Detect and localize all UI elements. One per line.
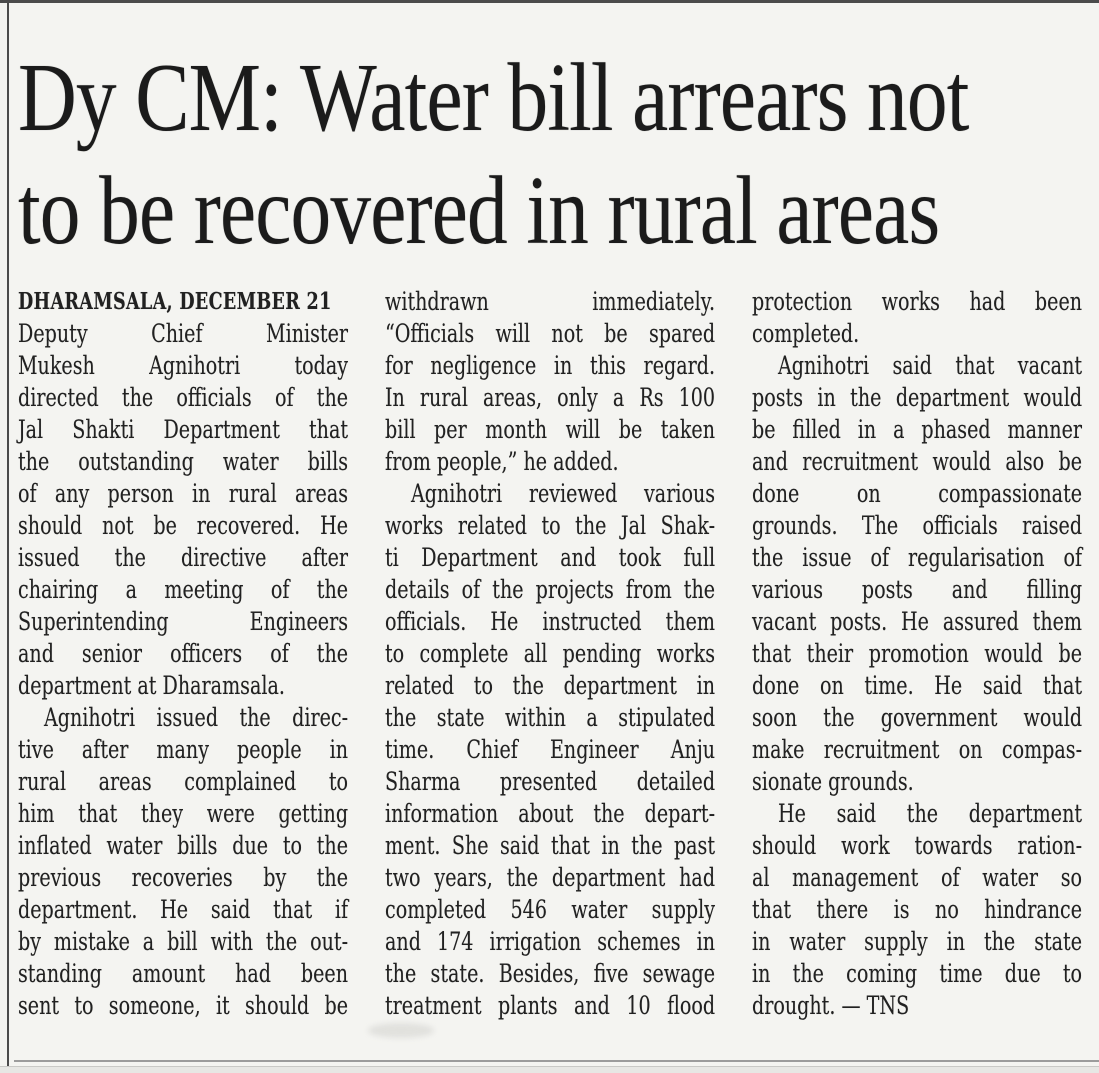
article-line: protection works had been bbox=[752, 287, 1083, 316]
article-line: treatment plants and 10 flood bbox=[385, 991, 716, 1020]
article-line: sent to someone, it should be bbox=[18, 991, 349, 1020]
article-line: grounds. The officials raised bbox=[752, 511, 1083, 540]
article-line: and recruitment would also be bbox=[752, 447, 1083, 476]
article-line: from people,” he added. bbox=[385, 447, 619, 476]
article-columns bbox=[18, 286, 1082, 1022]
article-line: time. Chief Engineer Anju bbox=[385, 735, 716, 764]
dateline: DHARAMSALA, DECEMBER 21 bbox=[18, 288, 332, 315]
left-column-rule bbox=[7, 0, 9, 1072]
article-line: al management of water so bbox=[752, 863, 1083, 892]
article-line: that their promotion would be bbox=[752, 639, 1083, 668]
article-line: bill per month will be taken bbox=[385, 415, 716, 444]
headline-line-1: Dy CM: Water bill arrears not bbox=[18, 44, 969, 152]
article-line: inflated water bills due to the bbox=[18, 831, 349, 860]
article-line: by mistake a bill with the out- bbox=[18, 927, 349, 956]
article-column bbox=[18, 286, 348, 1022]
article-line: Agnihotri issued the direc- bbox=[43, 703, 349, 732]
article-column bbox=[385, 286, 715, 1022]
article-headline bbox=[18, 42, 1082, 268]
article-line: should not be recovered. He bbox=[18, 511, 349, 540]
article-line: directed the officials of the bbox=[18, 383, 349, 412]
article-line: done on compassionate bbox=[752, 479, 1083, 508]
article-line: Mukesh Agnihotri today bbox=[18, 351, 349, 380]
article-line: Sharma presented detailed bbox=[385, 767, 716, 796]
article-line: Deputy Chief Minister bbox=[18, 319, 349, 348]
article-line: the state within a stipulated bbox=[385, 703, 716, 732]
article-line: the state. Besides, five sewage bbox=[385, 959, 716, 988]
article-line: He said the department bbox=[777, 799, 1083, 828]
article-line: vacant posts. He assured them bbox=[752, 607, 1083, 636]
article-line: tive after many people in bbox=[18, 735, 349, 764]
article-line: Superintending Engineers bbox=[18, 607, 349, 636]
article-line: works related to the Jal Shak- bbox=[385, 511, 716, 540]
article-line: chairing a meeting of the bbox=[18, 575, 349, 604]
article-line: related to the department in bbox=[385, 671, 716, 700]
article-line: the issue of regularisation of bbox=[752, 543, 1083, 572]
article-line: rural areas complained to bbox=[18, 767, 349, 796]
top-border-rule bbox=[0, 0, 1099, 3]
article-line: in the coming time due to bbox=[752, 959, 1083, 988]
article-line: In rural areas, only a Rs 100 bbox=[385, 383, 716, 412]
article-line: and senior officers of the bbox=[18, 639, 349, 668]
article-line: withdrawn immediately. bbox=[385, 287, 716, 316]
article-line: issued the directive after bbox=[18, 543, 349, 572]
article-line: in water supply in the state bbox=[752, 927, 1083, 956]
article-line: sionate grounds. bbox=[752, 767, 914, 796]
article-line: for negligence in this regard. bbox=[385, 351, 716, 380]
article-line: ment. She said that in the past bbox=[385, 831, 716, 860]
article-line: previous recoveries by the bbox=[18, 863, 349, 892]
article-line: completed. bbox=[752, 319, 860, 348]
article-line: posts in the department would bbox=[752, 383, 1083, 412]
article-line: be filled in a phased manner bbox=[752, 415, 1083, 444]
headline-line-2: to be recovered in rural areas bbox=[18, 157, 940, 265]
article-line: make recruitment on compas- bbox=[752, 735, 1083, 764]
article-line: officials. He instructed them bbox=[385, 607, 716, 636]
article-line: department. He said that if bbox=[18, 895, 349, 924]
article-line: information about the depart- bbox=[385, 799, 716, 828]
article-line: standing amount had been bbox=[18, 959, 349, 988]
article-line: drought. — TNS bbox=[752, 991, 910, 1020]
article-line: him that they were getting bbox=[18, 799, 349, 828]
article-line: ti Department and took full bbox=[385, 543, 716, 572]
article-line: Agnihotri reviewed various bbox=[410, 479, 716, 508]
bottom-border-rule bbox=[14, 1060, 1099, 1062]
article-line: done on time. He said that bbox=[752, 671, 1083, 700]
article-line: Jal Shakti Department that bbox=[18, 415, 349, 444]
article-line: Agnihotri said that vacant bbox=[777, 351, 1083, 380]
article-line: details of the projects from the bbox=[385, 575, 716, 604]
article-line: soon the government would bbox=[752, 703, 1083, 732]
article-line: the outstanding water bills bbox=[18, 447, 349, 476]
article-line: and 174 irrigation schemes in bbox=[385, 927, 716, 956]
article-column bbox=[752, 286, 1082, 1022]
scan-smudge bbox=[368, 1023, 434, 1038]
article-line: “Officials will not be spared bbox=[385, 319, 716, 348]
article-line: department at Dharamsala. bbox=[18, 671, 285, 700]
article-line: of any person in rural areas bbox=[18, 479, 349, 508]
article-line: completed 546 water supply bbox=[385, 895, 716, 924]
article-line: that there is no hindrance bbox=[752, 895, 1083, 924]
article-line: two years, the department had bbox=[385, 863, 716, 892]
article-line: various posts and filling bbox=[752, 575, 1083, 604]
article-line: to complete all pending works bbox=[385, 639, 716, 668]
article-line: should work towards ration- bbox=[752, 831, 1083, 860]
